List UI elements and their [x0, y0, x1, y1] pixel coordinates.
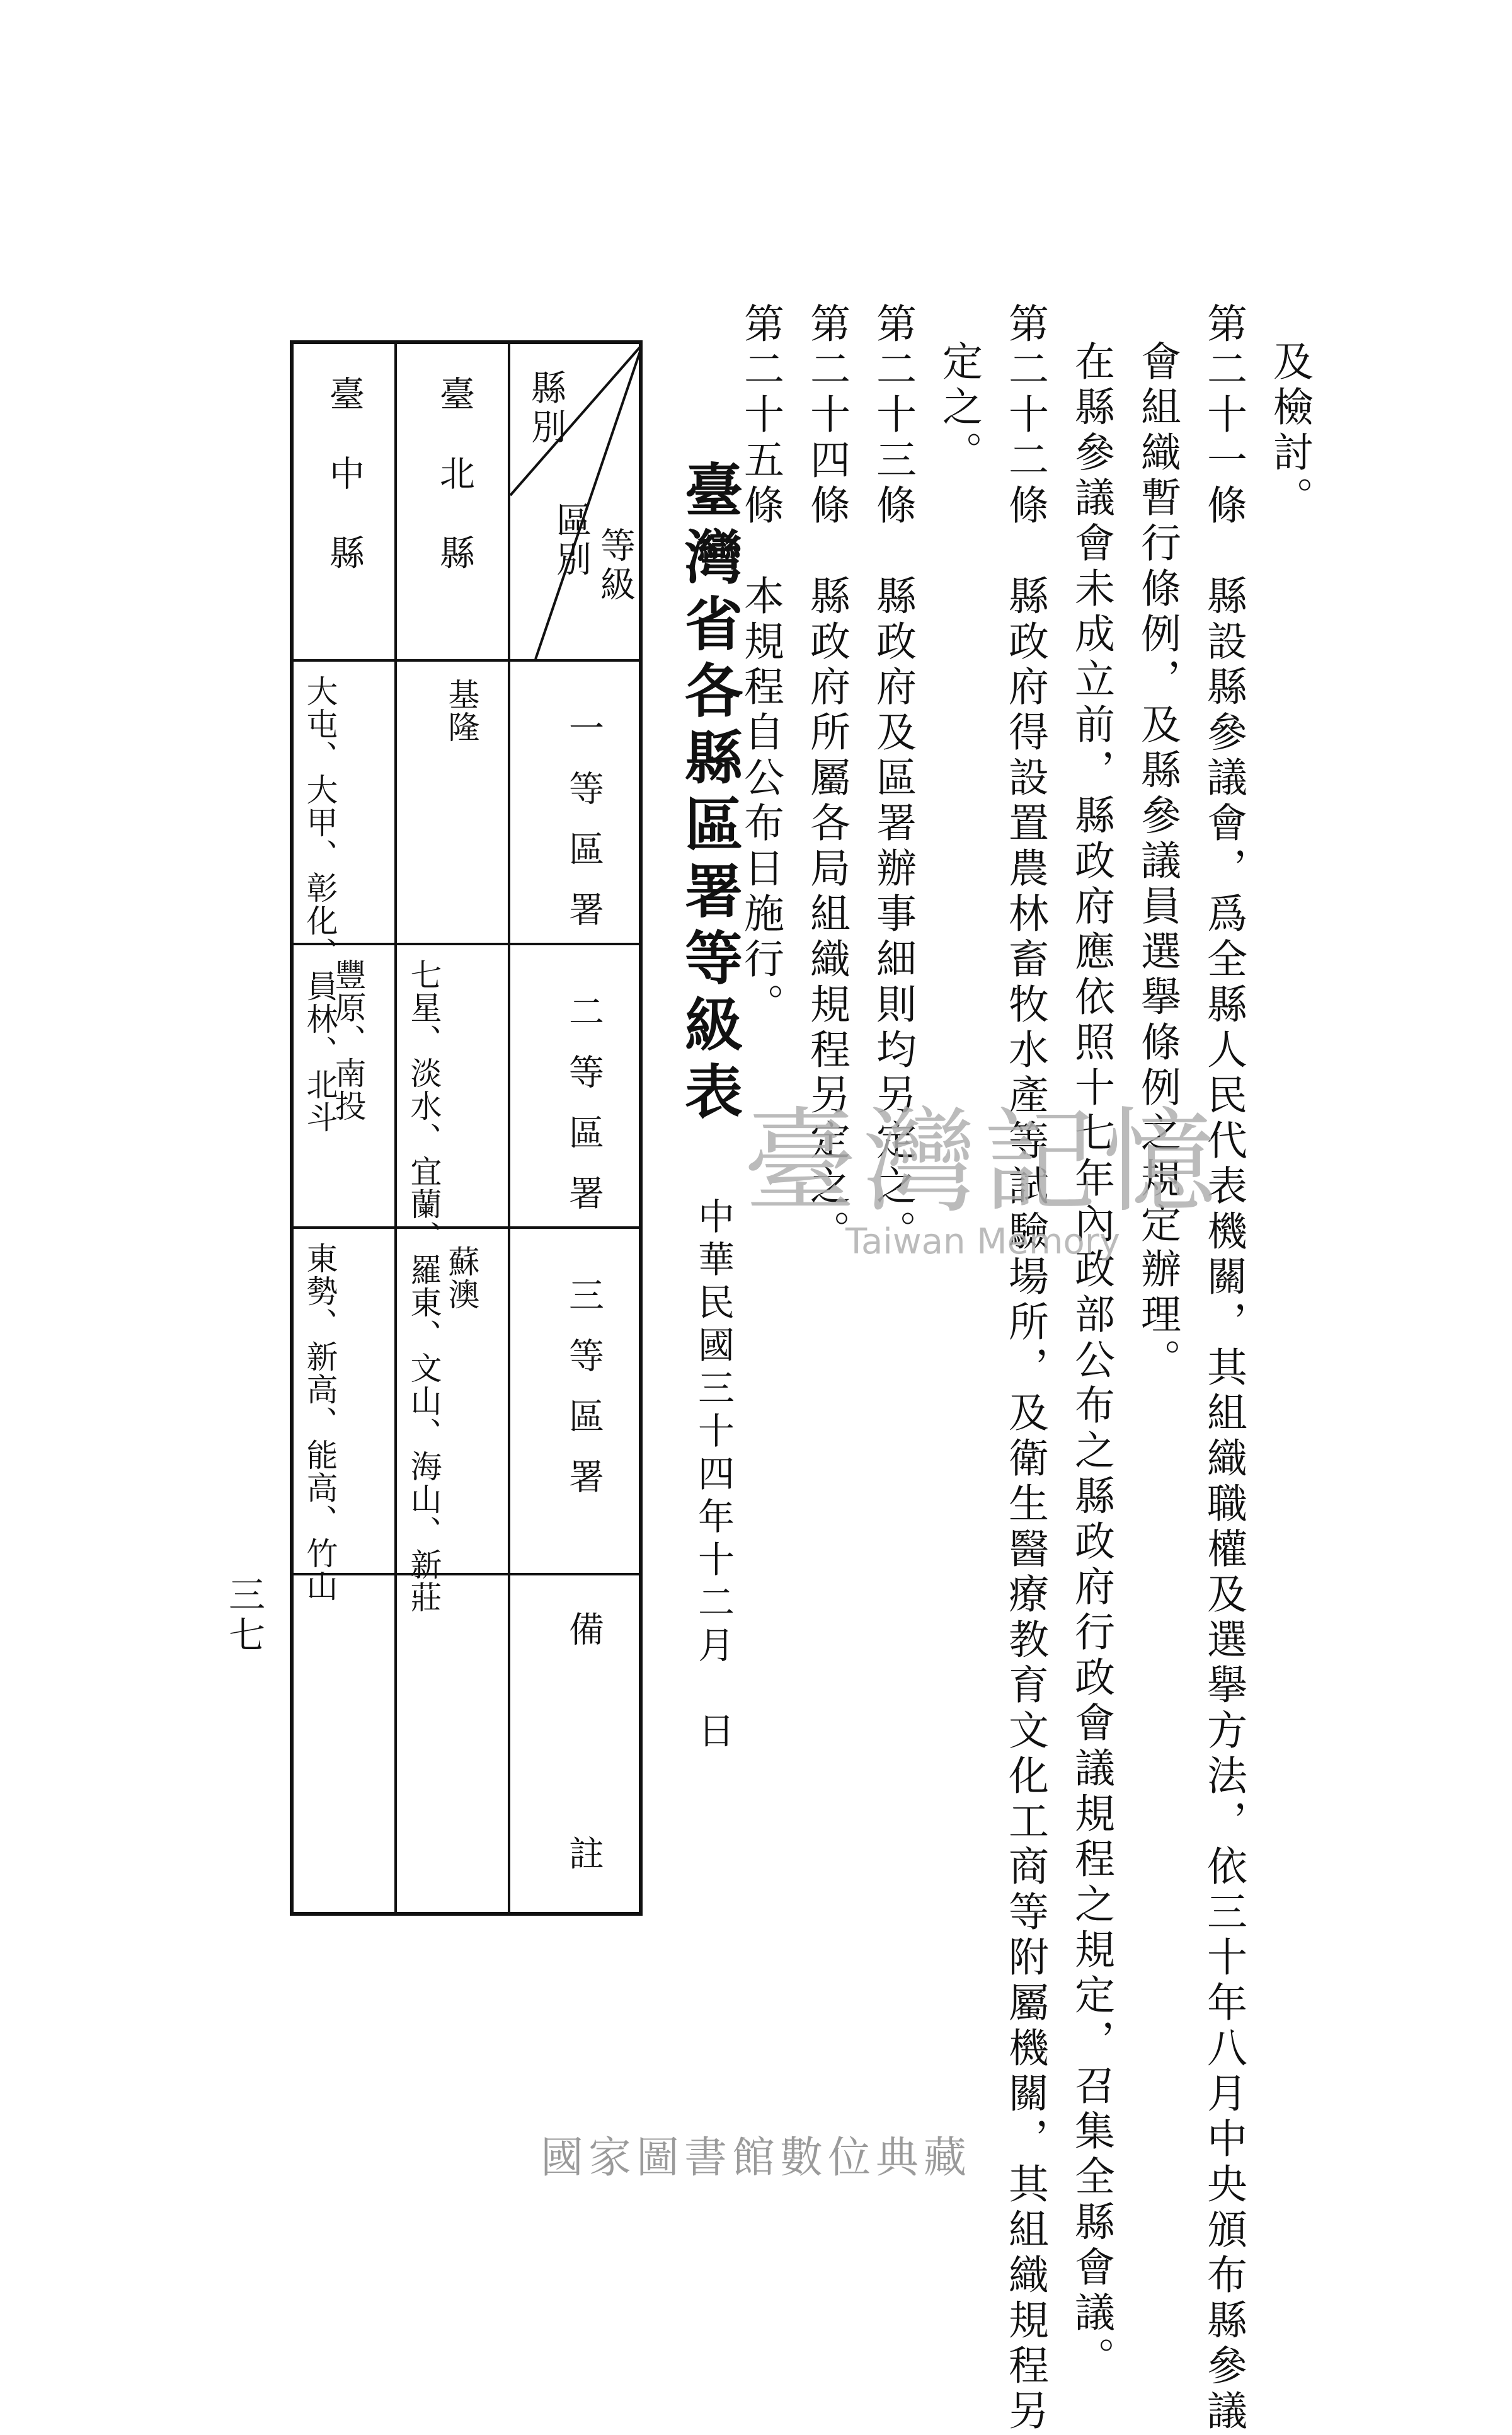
- text-column-1: 及檢討。: [1266, 340, 1313, 522]
- page-number: 三七: [222, 1575, 265, 1656]
- table-title: 臺灣省各縣區署等級表: [675, 460, 743, 1128]
- text-column-8: 第二十四條 縣政府所屬各局組織規程另定之。: [803, 302, 850, 1255]
- taichung-second-grade: 豐原、南投: [329, 958, 367, 1122]
- grade-table: [290, 340, 643, 2059]
- row-county-taipei: 臺北縣: [434, 376, 475, 614]
- taipei-first-grade: 基隆: [443, 678, 480, 744]
- taipei-second-grade: 七星、淡水、宜蘭、羅東、文山、海山、新莊: [405, 958, 442, 1614]
- corner-county-label: 縣別: [525, 369, 566, 447]
- text-column-7: 第二十三條 縣政府及區署辦事細則均另定之。: [869, 302, 916, 1255]
- corner-grade-label: 等級: [595, 527, 636, 605]
- taichung-first-grade: 大屯、大甲、彰化、員林、北斗: [301, 675, 338, 1134]
- table-date: 中華民國三十四年十二月 日: [692, 1197, 735, 1754]
- text-column-9: 第二十五條 本規程自公布日施行。: [737, 302, 784, 1028]
- text-column-5: 第二十二條 縣政府得設置農林畜牧水產等試驗場所，及衛生醫療教育文化工商等附屬機關，其組織規程另: [1002, 302, 1048, 2435]
- taiwan-memory-watermark: [743, 1071, 1222, 1262]
- digital-collection-footer: 國家圖書館數位典藏: [540, 2133, 971, 2183]
- taichung-third-grade: 東勢、新高、能高、竹山: [301, 1242, 338, 1603]
- col-header-note: 備註: [563, 1611, 604, 2059]
- corner-district-label: 區別: [551, 502, 592, 580]
- text-column-6: 定之。: [936, 340, 982, 476]
- text-column-4: 在縣參議會未成立前，縣政府應依照十七年內政部公布之縣政府行政會議規程之規定，召集全縣會議。: [1068, 340, 1114, 2382]
- watermark-chinese: 臺灣記憶: [743, 1097, 1223, 1228]
- col-header-third-grade: 三等區署: [563, 1277, 604, 1519]
- col-header-second-grade: 二等區署: [563, 993, 604, 1235]
- col-header-first-grade: 一等區署: [563, 710, 604, 952]
- taipei-third-grade: 蘇澳: [443, 1245, 480, 1311]
- watermark-english: Taiwan Memory: [845, 1221, 1120, 1262]
- row-county-taichung: 臺中縣: [324, 376, 365, 614]
- text-column-3: 會組織暫行條例，及縣參議員選擧條例之規定辦理。: [1134, 340, 1181, 1384]
- text-column-2: 第二十一條 縣設縣參議會，爲全縣人民代表機關，其組織職權及選擧方法，依三十年八月中央頒布縣參議: [1200, 302, 1247, 2435]
